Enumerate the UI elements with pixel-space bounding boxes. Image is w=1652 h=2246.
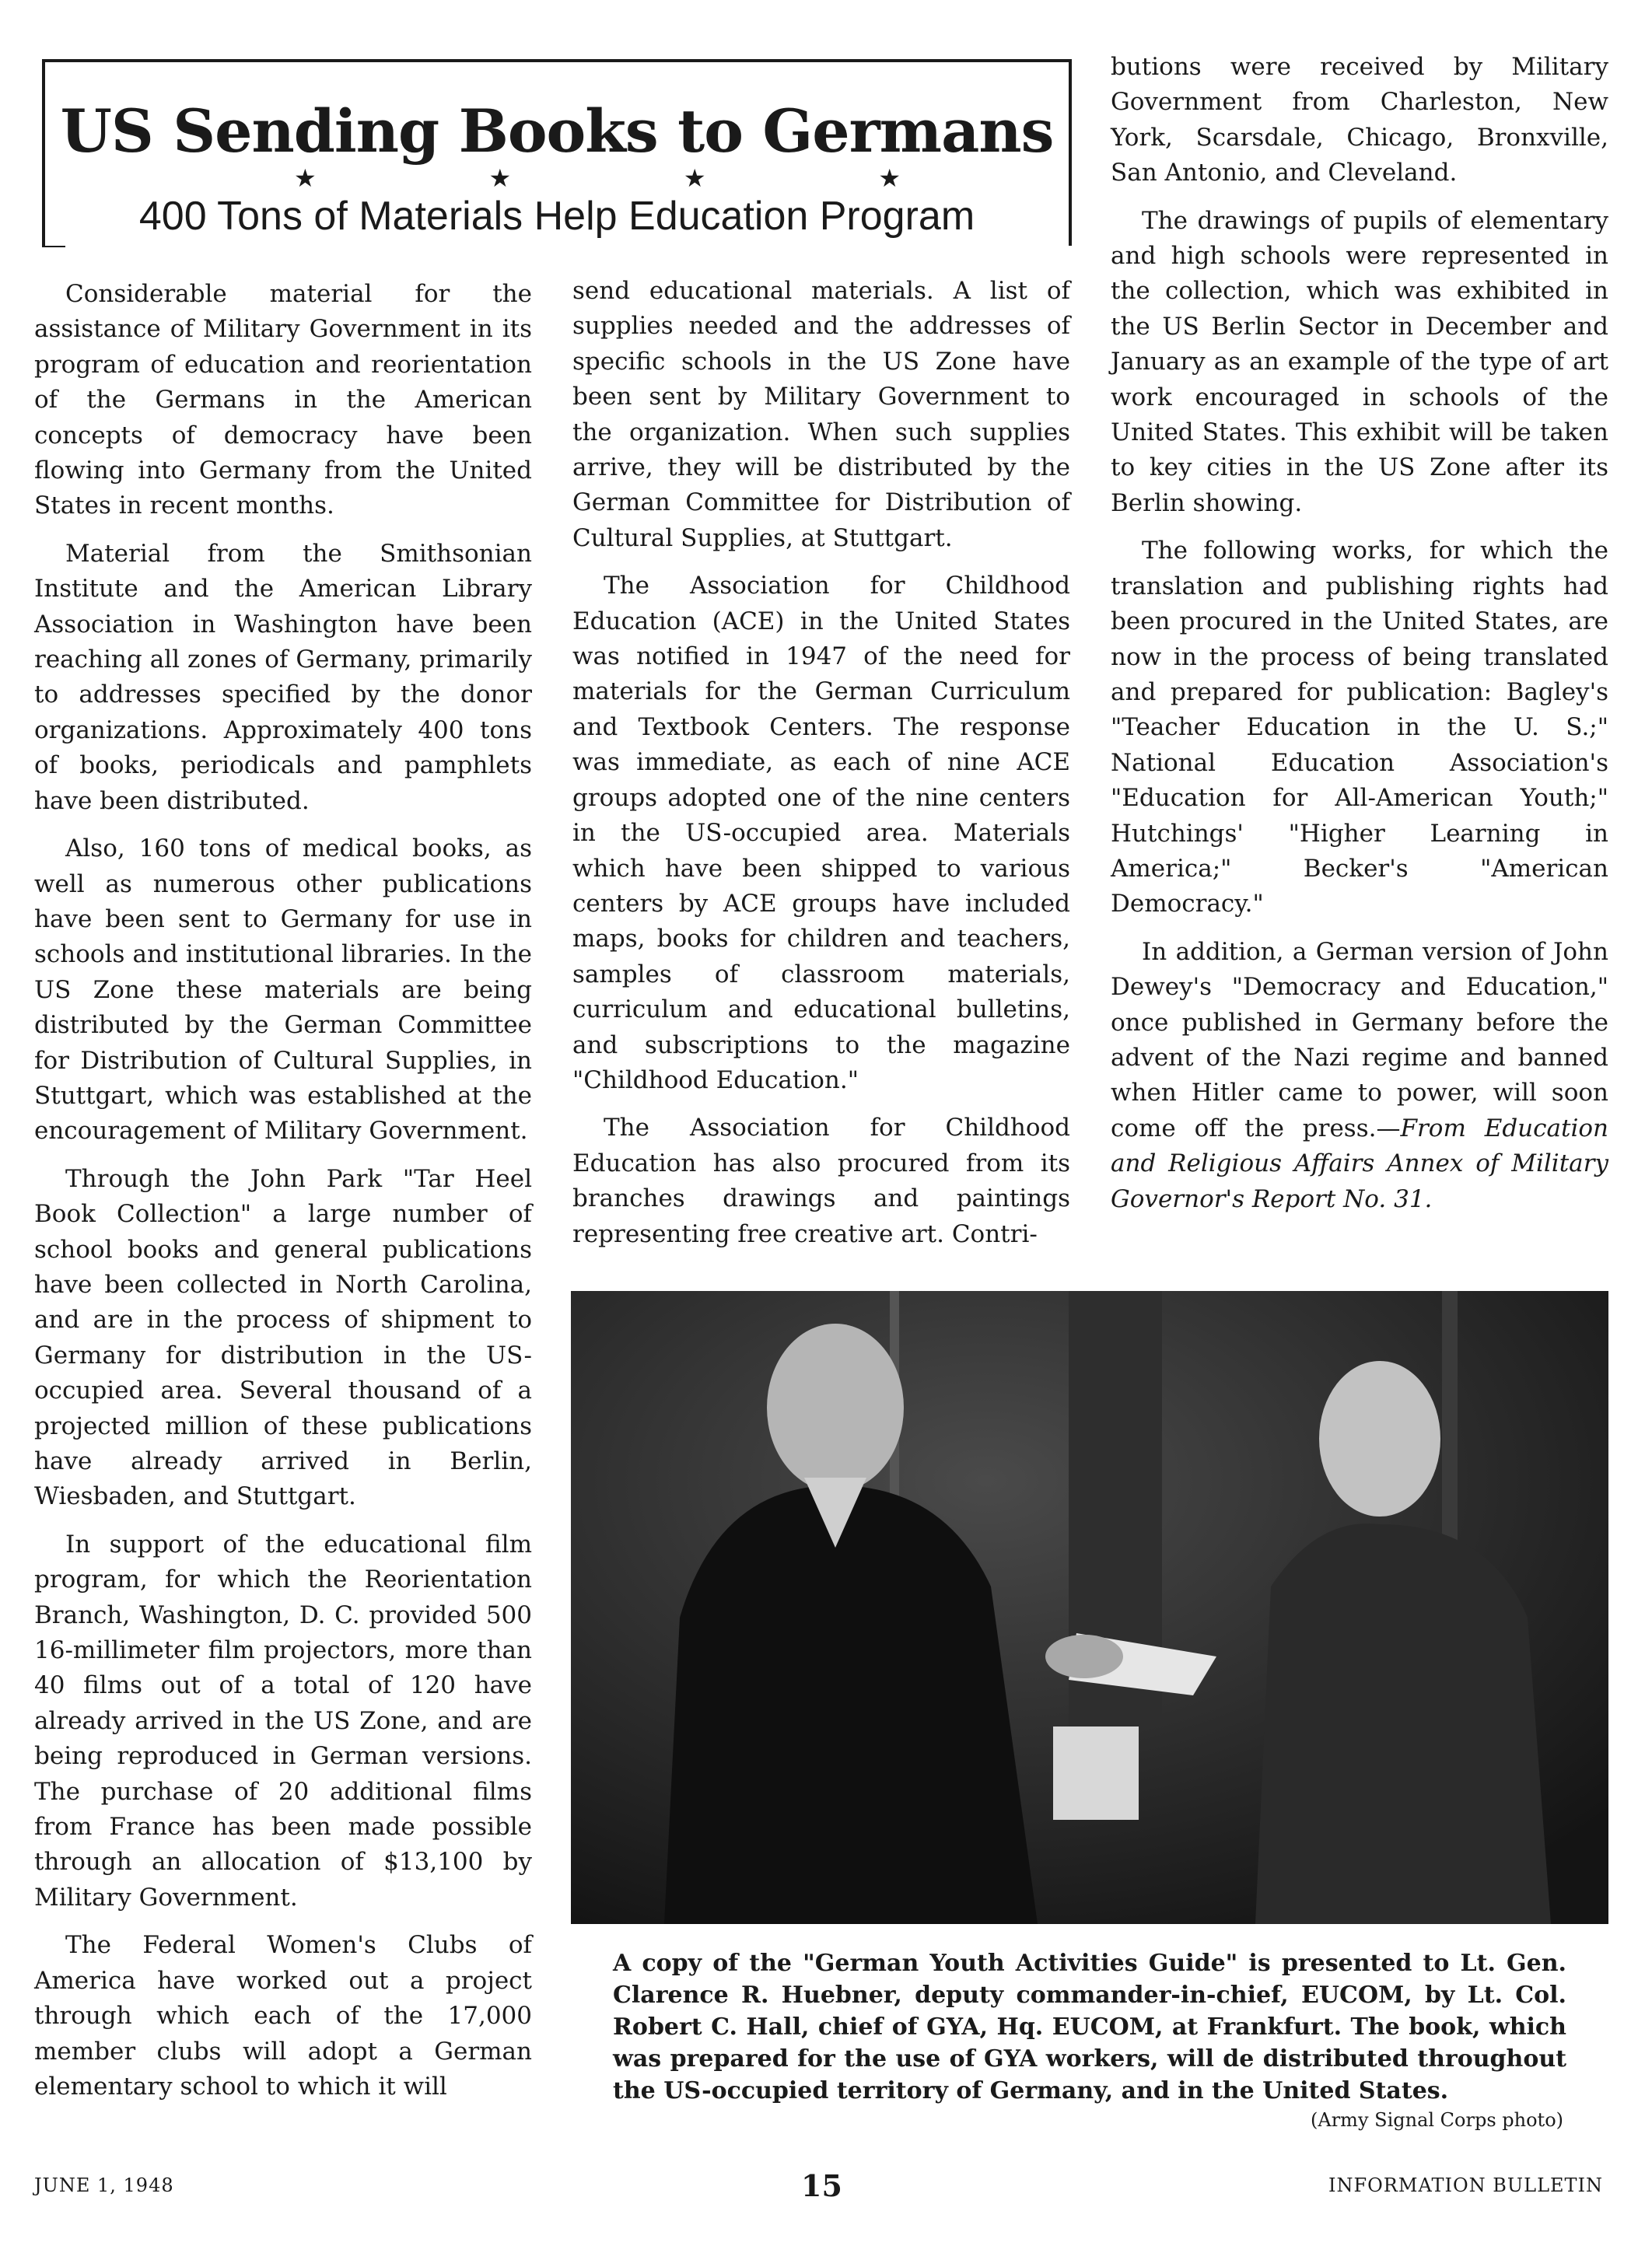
star-icon: ★ bbox=[878, 163, 901, 193]
paragraph: In support of the educational film program, for which the Reorientation Branch, Washington, D. C. provided 500 16-millimeter film projectors, more than 40 films out of a total of 120 have already arrived in the US Zone, and are being reproduced in German versions. The purchase of 20 additional films from France has been made possible through an allocation of $13,100 by Military Government. bbox=[34, 1530, 532, 1912]
paragraph: The Association for Childhood Education (ACE) in the United States was notified in 1947 of the need for materials for the German Curriculum and Textbook Centers. The response was immediate, as each of nine ACE groups adopted one of the nine centers in the US-occupied area. Materials which have been shipped to various centers by ACE groups have included maps, books for children and teachers, samples of classroom materials, curriculum and educational bulletins, and subscriptions to the magazine "Childhood Education." bbox=[572, 572, 1070, 1094]
publication-name: INFORMATION BULLETIN bbox=[1328, 2174, 1604, 2196]
star-icon: ★ bbox=[294, 163, 317, 193]
article-column-2 bbox=[572, 274, 1070, 1265]
headline-box bbox=[42, 59, 1072, 246]
footer-date: JUNE 1, 1948 bbox=[34, 2174, 174, 2196]
paragraph: The Association for Childhood Education has also procured from its branches drawings and paintings representing free creative art. Contri- bbox=[572, 1114, 1070, 1248]
photo-credit: (Army Signal Corps photo) bbox=[1311, 2109, 1563, 2131]
photo-illustration bbox=[571, 1291, 1608, 1924]
paragraph: Through the John Park "Tar Heel Book Collection" a large number of school books and general publications have been collected in North Carolina, and are in the process of shipment to Germany for distribution in the US-occupied area. Several thousand of a projected million of these publications have already arrived in Berlin, Wiesbaden, and Stuttgart. bbox=[34, 1164, 532, 1511]
photo-caption: A copy of the "German Youth Activities Guide" is presented to Lt. Gen. Clarence R. Huebner, deputy commander-in-chief, EUCOM, by Lt. Col. Robert C. Hall, chief of GYA, Hq. EUCOM, at Frankfurt. The book, which was prepared for the use of GYA workers, will de distributed throughout the US-occupied territory of Germany, and in the United States. bbox=[613, 1950, 1566, 2104]
paragraph: butions were received by Military Government from Charleston, New York, Scarsdale, Chicago, Bronxville, San Antonio, and Cleveland. bbox=[1111, 53, 1608, 187]
article-subtitle: 400 Tons of Materials Help Education Program bbox=[138, 194, 975, 239]
paragraph-text: In addition, a German version of John Dewey's "Democracy and Education," once published in Germany before the advent of the Nazi regime and banned when Hitler came to power, will soon come off the press.— bbox=[1111, 937, 1608, 1142]
paragraph: Considerable material for the assistance of Military Government in its program of education and reorientation of the Germans in the American concepts of democracy have been flowing into Germany from the United States in recent months. bbox=[34, 280, 532, 520]
star-icon: ★ bbox=[683, 163, 706, 193]
paragraph: Also, 160 tons of medical books, as well as numerous other publications have been sent to Germany for use in schools and institutional libraries. In the US Zone these materials are being distributed by the German Committee for Distribution of Cultural Supplies, in Stuttgart, which was established at the encouragement of Military Government. bbox=[34, 834, 532, 1146]
star-icon: ★ bbox=[488, 163, 512, 193]
paragraph: Material from the Smithsonian Institute and the American Library Association in Washington have been reaching all zones of Germany, primarily to addresses specified by the donor organizations. Approximately 400 tons of books, periodicals and pamphlets have been distributed. bbox=[34, 539, 532, 815]
paragraph: The following works, for which the translation and publishing rights had been procured in the United States, are now in the process of being translated and prepared for publication: Bagley's "Teacher Education in the U. S.;" National Education Association's "Education for All-American Youth;" Hutchings' "Higher Learning in America;" Becker's "American Democracy." bbox=[1111, 537, 1608, 918]
paragraph: The Federal Women's Clubs of America have worked out a project through which each of the 17,000 member clubs will adopt a German elementary school to which it will bbox=[34, 1931, 532, 2101]
article-column-1 bbox=[34, 277, 532, 2117]
article-title: US Sending Books to Germans bbox=[60, 96, 1054, 166]
paragraph: The drawings of pupils of elementary and high schools were represented in the collection, which was exhibited in the US Berlin Sector in December and January as an example of the type of art work encouraged in schools of the United States. This exhibit will be taken to key cities in the US Zone after its Berlin showing. bbox=[1111, 206, 1608, 517]
news-photo bbox=[571, 1291, 1608, 1924]
paragraph: send educational materials. A list of supplies needed and the addresses of specific schools in the US Zone have been sent by Military Government to the organization. When such supplies arrive, they will be distributed by the German Committee for Distribution of Cultural Supplies, at Stuttgart. bbox=[572, 277, 1070, 552]
article-column-3 bbox=[1111, 50, 1608, 1230]
paragraph bbox=[1111, 935, 1608, 1217]
source-attribution: From Education and Religious Affairs Annex of Military Governor's Report No. 31. bbox=[1111, 1114, 1608, 1213]
page-number: 15 bbox=[801, 2168, 842, 2203]
star-divider bbox=[294, 163, 901, 193]
